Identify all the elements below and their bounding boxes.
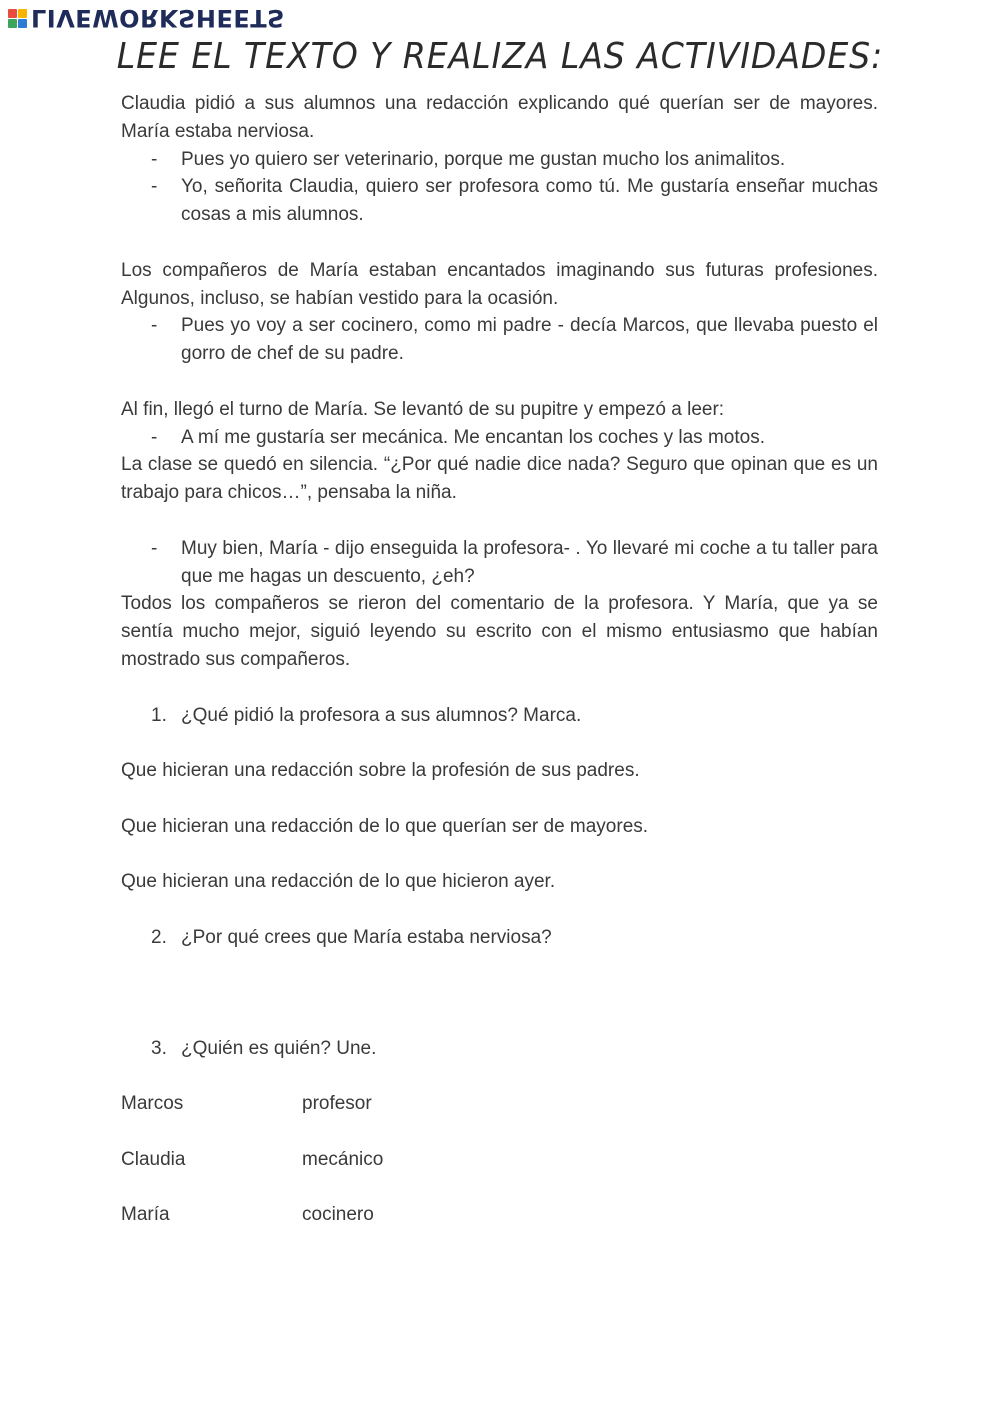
logo-block-yellow xyxy=(18,9,27,18)
question-text: ¿Quién es quién? Une. xyxy=(181,1037,377,1059)
dash-mark: - xyxy=(151,315,158,337)
dialogue-text: Pues yo quiero ser veterinario, porque me gustan mucho los animalitos. xyxy=(181,148,786,170)
liveworksheets-logo xyxy=(8,6,285,30)
match-name[interactable]: María xyxy=(121,1204,170,1226)
question-1 xyxy=(121,702,878,730)
story-paragraph: La clase se quedó en silencia. “¿Por qué nadie dice nada? Seguro que opinan que es un trabajo para chicos…”, pensaba la niña. xyxy=(121,454,878,504)
answer-option[interactable]: Que hicieran una redacción sobre la profesión de sus padres. xyxy=(121,760,640,782)
question-number: 2. xyxy=(151,926,167,948)
answer-option[interactable]: Que hicieran una redacción de lo que querían ser de mayores. xyxy=(121,815,649,837)
story-paragraph: Los compañeros de María estaban encantados imaginando sus futuras profesiones. Algunos, incluso, se habían vestido para la ocasión. xyxy=(121,259,878,309)
question-text: ¿Por qué crees que María estaba nerviosa? xyxy=(181,926,552,948)
match-job[interactable]: profesor xyxy=(302,1093,372,1115)
match-row xyxy=(121,1090,878,1118)
story-paragraph: Claudia pidió a sus alumnos una redacción explicando qué querían ser de mayores. María estaba nerviosa. xyxy=(121,93,878,142)
logo-block-green xyxy=(8,19,17,28)
match-job[interactable]: mecánico xyxy=(302,1148,384,1170)
question-text: ¿Qué pidió la profesora a sus alumnos? Marca. xyxy=(181,704,582,726)
dialogue-line xyxy=(121,424,878,452)
question-3 xyxy=(121,1035,878,1063)
dialogue-text: Yo, señorita Claudia, quiero ser profesora como tú. Me gustaría enseñar muchas cosas a mis alumnos. xyxy=(181,176,878,226)
dash-mark: - xyxy=(151,148,158,170)
match-job[interactable]: cocinero xyxy=(302,1204,374,1226)
dialogue-line xyxy=(121,173,878,229)
dialogue-text: Muy bien, María - dijo enseguida la profesora- . Yo llevaré mi coche a tu taller para que me hagas un descuento, ¿eh? xyxy=(181,537,878,587)
dialogue-text: A mí me gustaría ser mecánica. Me encantan los coches y las motos. xyxy=(181,426,765,448)
logo-text: LIVEWORKSHEETS xyxy=(31,4,285,32)
answer-space[interactable] xyxy=(121,952,878,1035)
logo-blocks-icon xyxy=(8,9,27,28)
match-name[interactable]: Claudia xyxy=(121,1148,186,1170)
question-2 xyxy=(121,924,878,952)
dash-mark: - xyxy=(151,426,158,448)
story-paragraph: Al fin, llegó el turno de María. Se levantó de su pupitre y empezó a leer: xyxy=(121,398,725,420)
page-title: LEE EL TEXTO Y REALIZA LAS ACTIVIDADES: xyxy=(116,36,884,77)
dash-mark: - xyxy=(151,537,158,559)
worksheet-body xyxy=(121,90,878,1229)
match-name[interactable]: Marcos xyxy=(121,1093,184,1115)
dialogue-line xyxy=(121,535,878,591)
dialogue-line xyxy=(121,312,878,368)
match-row xyxy=(121,1146,878,1174)
dialogue-line xyxy=(121,146,878,174)
story-paragraph: Todos los compañeros se rieron del comentario de la profesora. Y María, que ya se sentía mucho mejor, siguió leyendo su escrito con el mismo entusiasmo que habían mostrado sus compañeros. xyxy=(121,593,878,670)
match-row xyxy=(121,1201,878,1229)
dialogue-text: Pues yo voy a ser cocinero, como mi padre - decía Marcos, que llevaba puesto el gorro de chef de su padre. xyxy=(181,315,878,365)
answer-option[interactable]: Que hicieran una redacción de lo que hicieron ayer. xyxy=(121,871,556,893)
question-number: 3. xyxy=(151,1037,167,1059)
dash-mark: - xyxy=(151,176,158,198)
logo-block-red xyxy=(8,9,17,18)
question-number: 1. xyxy=(151,704,167,726)
logo-block-blue xyxy=(18,19,27,28)
